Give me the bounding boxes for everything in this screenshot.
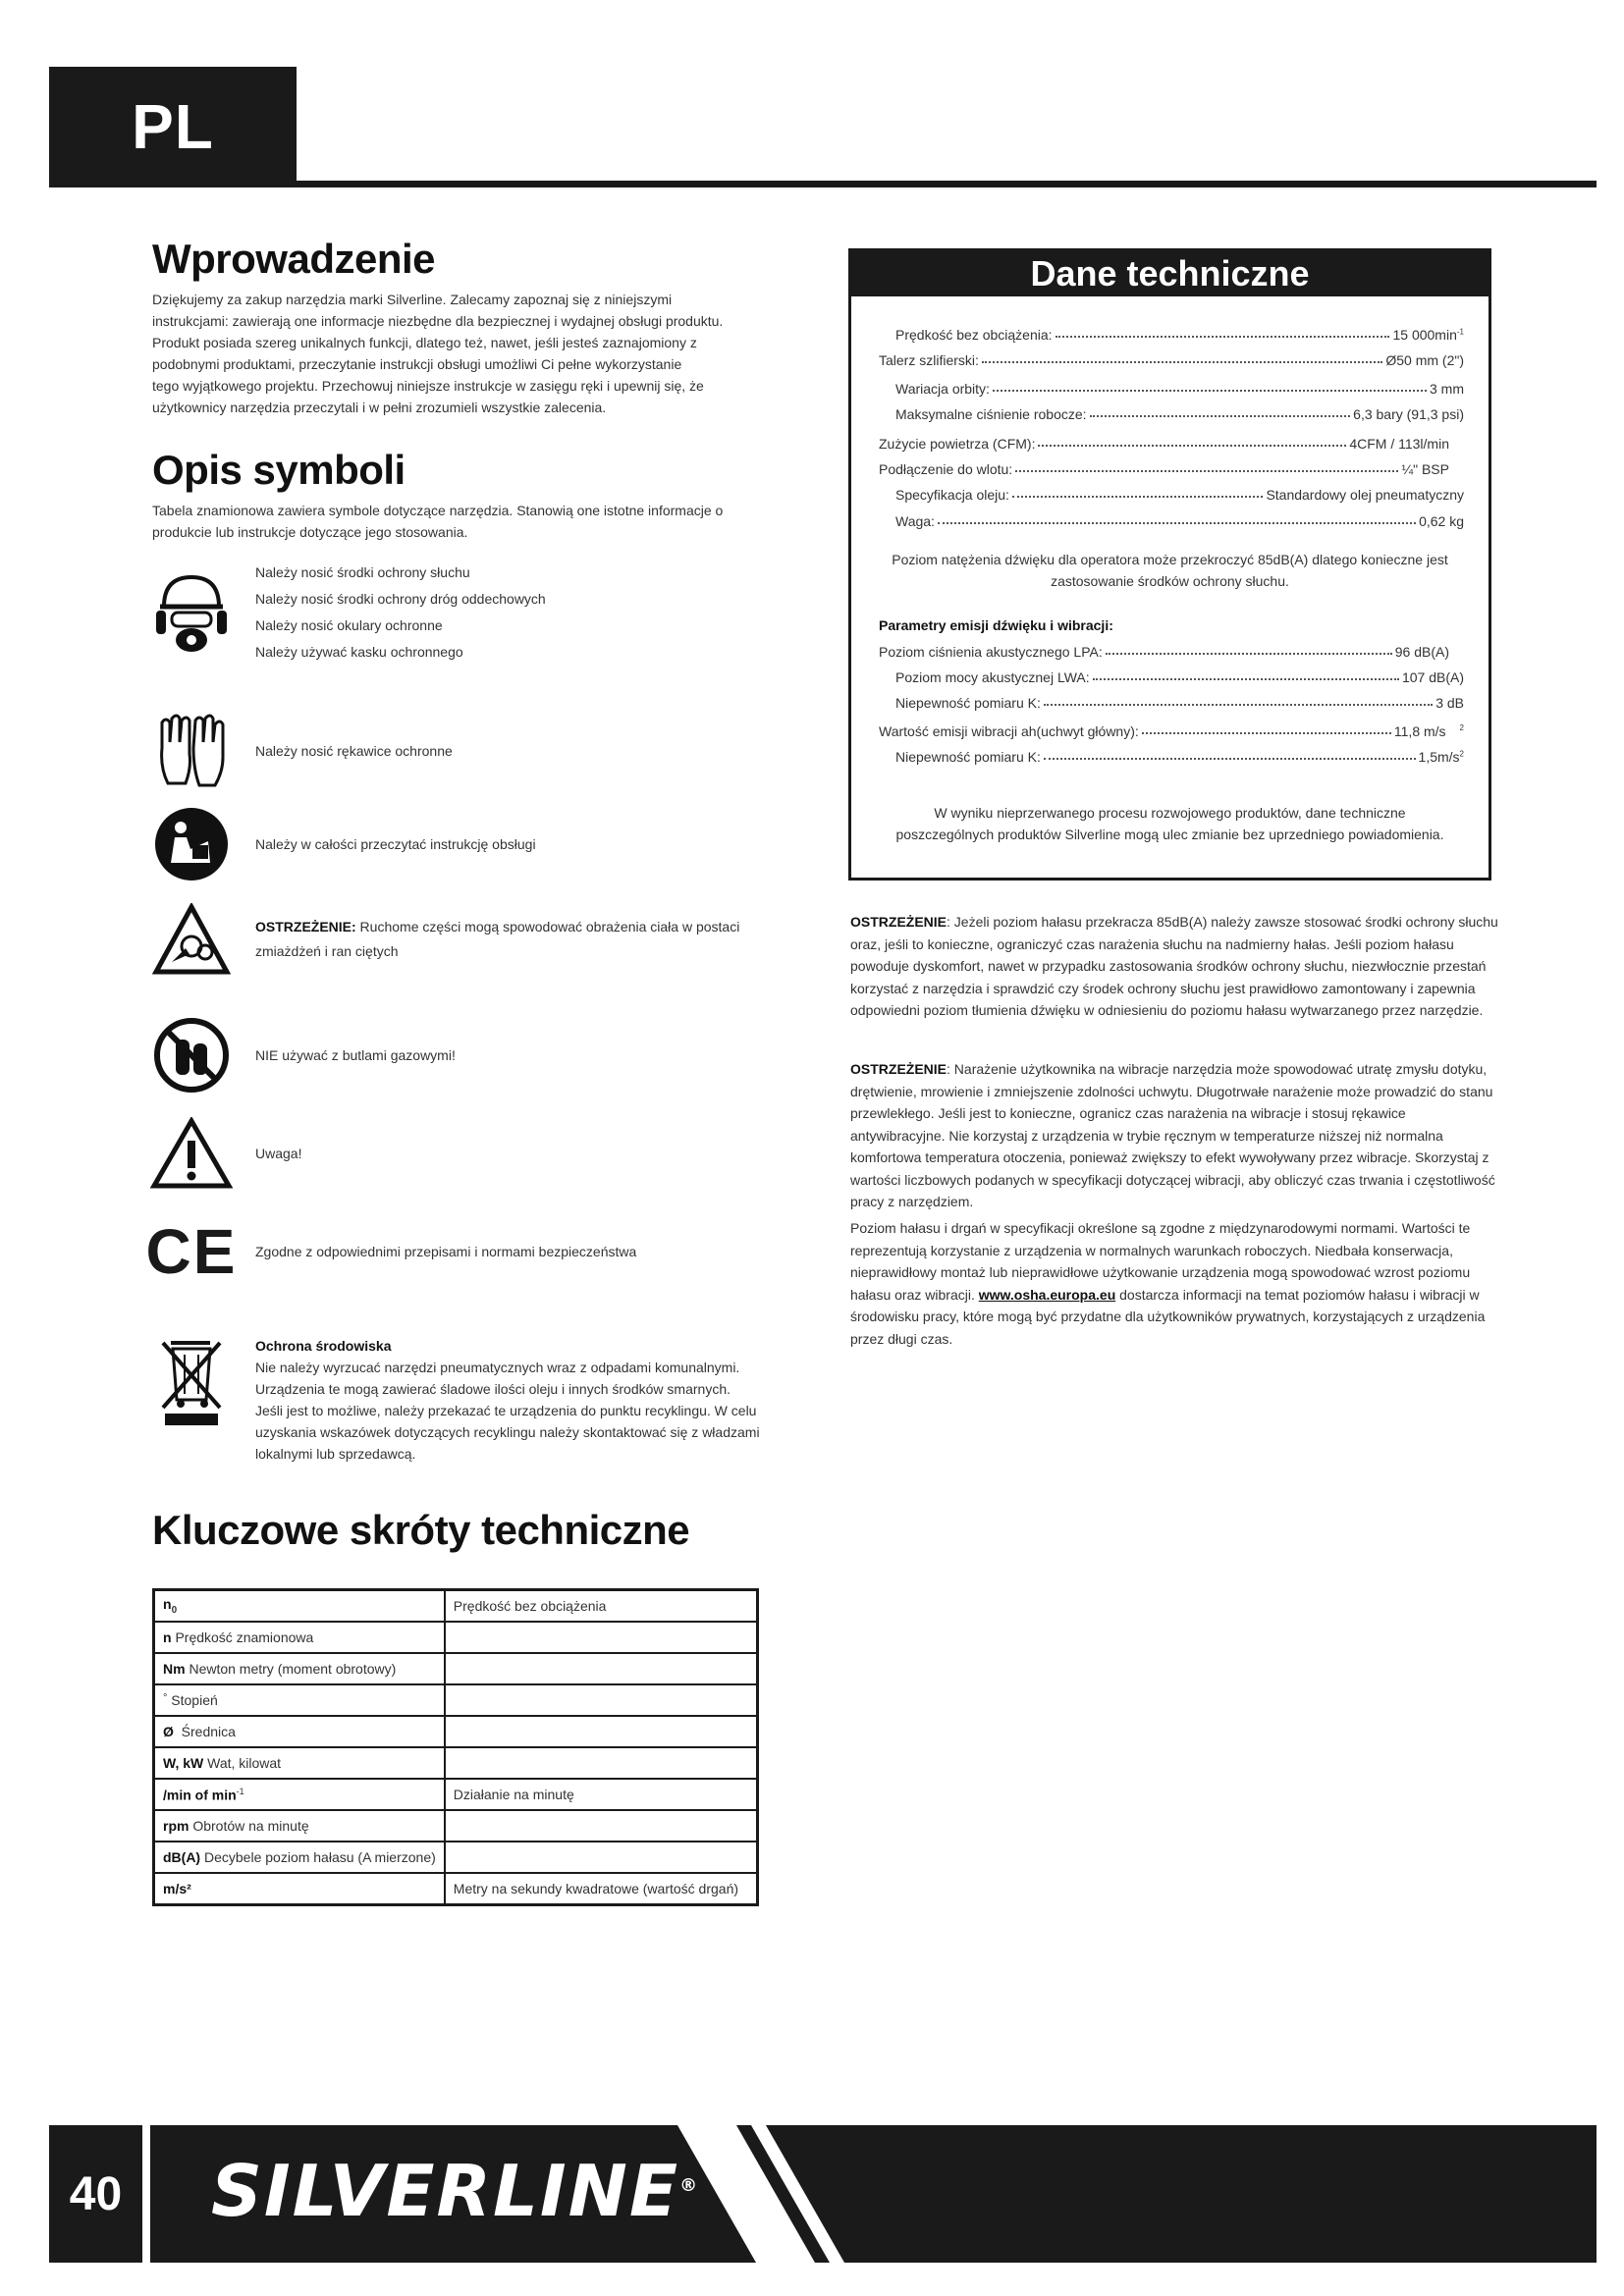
ppe-helmet-mask-icon: [147, 568, 236, 657]
emission-title: Parametry emisji dźwięku i wibracji:: [879, 617, 1113, 633]
abbr-meaning-cell: [445, 1622, 758, 1653]
noise-note: Poziom natężenia dźwięku dla operatora może przekroczyć 85dB(A) dlatego konieczne jest zastosowanie środków ochrony słuchu.: [892, 552, 1448, 589]
symbol-gloves-row: [147, 707, 756, 795]
tech-data-box: [848, 248, 1491, 881]
intro-line: Dziękujemy za zakup narzędzia marki Silverline. Zalecamy zapoznaj się z niniejszymi: [152, 292, 673, 307]
spec-row: Waga: 0,62 kg: [895, 513, 1464, 529]
gloves-icon: [147, 707, 236, 795]
symbol-ppe-row: [147, 560, 756, 666]
abbr-meaning-cell: [445, 1810, 758, 1842]
abbr-cell: n Prędkość znamionowa: [154, 1622, 445, 1653]
vibration-warning: OSTRZEŻENIE: Narażenie użytkownika na wibracje narzędzia może spowodować utratę zmysłu dotyku, drętwienie, mrowienie i zmniejszenie zdolności uchwytu. Długotrwałe narażenie może prowadzić do stanu przewlekłego. Jeśli jest to konieczne, ogranicz czas narażenia na wibracje i stosuj rękawice antywibracyjne. Nie korzystaj z urządzenia w trybie ręcznym w temperaturze niższej niż normalna komfortowa temperatura otoczenia, ponieważ zwiększy to efekt wywoływany przez wibracje. Skorzystaj z wartości liczbowych podanych w specyfikacji dotyczącej wibracji, aby obliczyć czas trwania i częstotliwość pracy z narzędziem.: [850, 1061, 1495, 1209]
intro-line: tego wyjątkowego projektu. Przechowuj niniejsze instrukcje w zasięgu ręki i upewnij się, że: [152, 378, 704, 394]
intro-line: użytkownicy narzędzia przeczytali i w pełni zrozumieli wszystkie zalecenia.: [152, 400, 607, 415]
ppe-respiratory-text: Należy nosić środki ochrony dróg oddechowych: [255, 591, 546, 607]
table-row: [154, 1842, 758, 1873]
standards-note: Poziom hałasu i drgań w specyfikacji określone są zgodne z międzynarodowymi normami. Wartości te reprezentują korzystanie z urządzenia w normalnych warunkach roboczych. Niedbała konserwacja, nieprawidłowy montaż lub nieprawidłowe użytkowanie urządzenia mogą spowodować wzrost poziomu hałasu oraz wibracji. www.osha.europa.eu dostarcza informacji na temat poziomów hałasu i wibracji w środowisku pracy, które mogą być przydatne dla użytkowników prywatnych, korzystających z urządzenia przez długi czas.: [850, 1220, 1486, 1347]
table-row: [154, 1716, 758, 1747]
language-tab: PL: [49, 67, 297, 187]
abbr-meaning-cell: Metry na sekundy kwadratowe (wartość drgań): [445, 1873, 758, 1905]
abbr-meaning-cell: [445, 1653, 758, 1684]
spec-row: Maksymalne ciśnienie robocze: 6,3 bary (91,3 psi): [895, 406, 1464, 422]
symbol-gas-row: [147, 1011, 756, 1099]
symbol-ce-row: [147, 1207, 756, 1296]
abbr-cell: Ø Średnica: [154, 1716, 445, 1747]
gloves-text: Należy nosić rękawice ochronne: [255, 742, 453, 759]
spec-row: Podłączenie do wlotu: ¼" BSP: [879, 461, 1449, 477]
symbol-crush-row: [147, 895, 756, 984]
emission-row: Niepewność pomiaru K: $1,5m/s^2$: [895, 749, 1464, 765]
table-row: [154, 1747, 758, 1779]
abbr-cell: ° Stopień: [154, 1684, 445, 1716]
caution-icon: [147, 1109, 236, 1198]
abbr-meaning-cell: [445, 1684, 758, 1716]
spec-row: Wariacja orbity: 3 mm: [895, 381, 1464, 397]
spec-row: Zużycie powietrza (CFM): 4CFM / 113l/min: [879, 436, 1449, 452]
table-row: [154, 1590, 758, 1623]
intro-section: [152, 236, 781, 418]
ppe-helmet-text: Należy używać kasku ochronnego: [255, 644, 463, 660]
crush-warning-icon: [147, 895, 236, 984]
abbr-cell: Nm Newton metry (moment obrotowy): [154, 1653, 445, 1684]
ppe-eye-text: Należy nosić okulary ochronne: [255, 617, 443, 633]
read-manual-icon: [147, 800, 236, 888]
environment-line: uzyskania wskazówek dotyczących recyklingu należy skontaktować się z władzami: [255, 1424, 760, 1440]
ce-mark-icon: CE: [145, 1216, 238, 1287]
environment-line: Nie należy wyrzucać narzędzi pneumatycznych wraz z odpadami komunalnymi.: [255, 1360, 740, 1375]
manual-text: Należy w całości przeczytać instrukcję obsługi: [255, 835, 536, 852]
environment-line: Jeśli jest to możliwe, należy przekazać te urządzenia do punktu recyklingu. W celu: [255, 1403, 757, 1418]
table-row: [154, 1873, 758, 1905]
emission-row: Poziom mocy akustycznej LWA: 107 dB(A): [895, 669, 1464, 685]
symbol-caution-row: [147, 1109, 756, 1198]
osha-link[interactable]: www.osha.europa.eu: [978, 1286, 1116, 1303]
spec-row: Talerz szlifierski: Ø50 mm (2"): [879, 352, 1464, 368]
ce-text: Zgodne z odpowiednimi przepisami i normami bezpieczeństwa: [255, 1243, 637, 1259]
tech-footnote: W wyniku nieprzerwanego procesu rozwojowego produktów, dane techniczne poszczególnych produktów Silverline mogą ulec zmianie bez uprzedniego powiadomienia.: [895, 805, 1444, 842]
abbr-meaning-cell: Działanie na minutę: [445, 1779, 758, 1810]
abbr-cell: $n_0$: [154, 1590, 445, 1623]
caution-text: Uwaga!: [255, 1145, 302, 1161]
abbr-cell: rpm Obrotów na minutę: [154, 1810, 445, 1842]
abbr-cell: /min of $\min^{-1}$: [154, 1779, 445, 1810]
emission-row: Poziom ciśnienia akustycznego LPA: 96 dB(A): [879, 644, 1449, 660]
no-gas-cylinder-icon: [147, 1011, 236, 1099]
header-rule: [49, 181, 1597, 187]
abbr-cell: m/s²: [154, 1873, 445, 1905]
symbols-line: produkcie lub instrukcje dotyczące jego stosowania.: [152, 524, 468, 540]
abbr-meaning-cell: [445, 1842, 758, 1873]
symbols-line: Tabela znamionowa zawiera symbole dotyczące narzędzia. Stanowią one istotne informacje o: [152, 503, 724, 518]
intro-title: Wprowadzenie: [152, 236, 436, 282]
silverline-logo: SILVERLINE®: [211, 2150, 700, 2232]
intro-line: podobnymi produktami, przeczytanie instrukcji obsługi umożliwi Ci pełne wykorzystanie: [152, 356, 682, 372]
table-row: [154, 1622, 758, 1653]
environment-title: Ochrona środowiska: [255, 1338, 392, 1354]
intro-line: instrukcjami: zawierają one informacje niezbędne dla bezpiecznej i wydajnej obsługi produktu.: [152, 313, 724, 329]
symbols-title: Opis symboli: [152, 447, 406, 493]
page-number: 40: [69, 2167, 123, 2220]
table-row: [154, 1810, 758, 1842]
spec-row: Specyfikacja oleju: Standardowy olej pneumatyczny: [895, 487, 1464, 503]
abbr-meaning-cell: [445, 1747, 758, 1779]
emission-row: Niepewność pomiaru K: 3 dB: [895, 695, 1464, 711]
crush-warning-text: Ruchome części mogą spowodować obrażenia ciała w postaci: [355, 919, 740, 934]
tech-data-title: Dane techniczne: [851, 251, 1489, 296]
table-row: [154, 1779, 758, 1810]
abbr-meaning-cell: Prędkość bez obciążenia: [445, 1590, 758, 1623]
symbols-section: [152, 447, 781, 543]
crush-warning-label: OSTRZEŻENIE:: [255, 919, 356, 934]
table-row: [154, 1653, 758, 1684]
crush-warning-text-2: zmiażdżeń i ran ciętych: [255, 943, 399, 959]
ppe-ear-text: Należy nosić środki ochrony słuchu: [255, 564, 470, 580]
noise-warning: OSTRZEŻENIE: Jeżeli poziom hałasu przekracza 85dB(A) należy zawsze stosować środki ochrony słuchu oraz, jeśli to konieczne, ograniczyć czas narażenia słuchu na nadmierny hałas. Jeśli poziom hałasu powoduje dyskomfort, nawet w przypadku zastosowania środków ochrony słuchu, niezwłocznie przestań korzystać z narzędzia i sprawdzić czy środek ochrony słuchu jest prawidłowo zamontowany i zapewnia odpowiedni poziom tłumienia dźwięku w odniesieniu do poziomu hałasu wytwarzanego przez narzędzie.: [850, 914, 1498, 1018]
weee-bin-icon: [147, 1335, 236, 1465]
symbol-environment-row: [147, 1335, 776, 1465]
spec-row: Prędkość bez obciążenia: 15 $000\min^{-1}$: [895, 327, 1464, 343]
symbol-manual-row: [147, 800, 756, 888]
table-row: [154, 1684, 758, 1716]
emission-row: Wartość emisji wibracji ah(uchwyt główny): 11,8 m/s $^2$: [879, 723, 1464, 739]
abbr-cell: dB(A) Decybele poziom hałasu (A mierzone): [154, 1842, 445, 1873]
intro-line: Produkt posiada szereg unikalnych funkcji, dlatego też, nawet, jeśli jesteś zaznajomiony z: [152, 335, 697, 350]
environment-line: Urządzenia te mogą zawierać śladowe ilości oleju i innych środków smarnych.: [255, 1381, 731, 1397]
environment-line: lokalnymi lub sprzedawcą.: [255, 1446, 416, 1462]
abbr-table: [152, 1588, 759, 1906]
abbr-meaning-cell: [445, 1716, 758, 1747]
abbr-title: Kluczowe skróty techniczne: [152, 1507, 690, 1553]
abbr-cell: W, kW Wat, kilowat: [154, 1747, 445, 1779]
gas-text: NIE używać z butlami gazowymi!: [255, 1046, 456, 1063]
